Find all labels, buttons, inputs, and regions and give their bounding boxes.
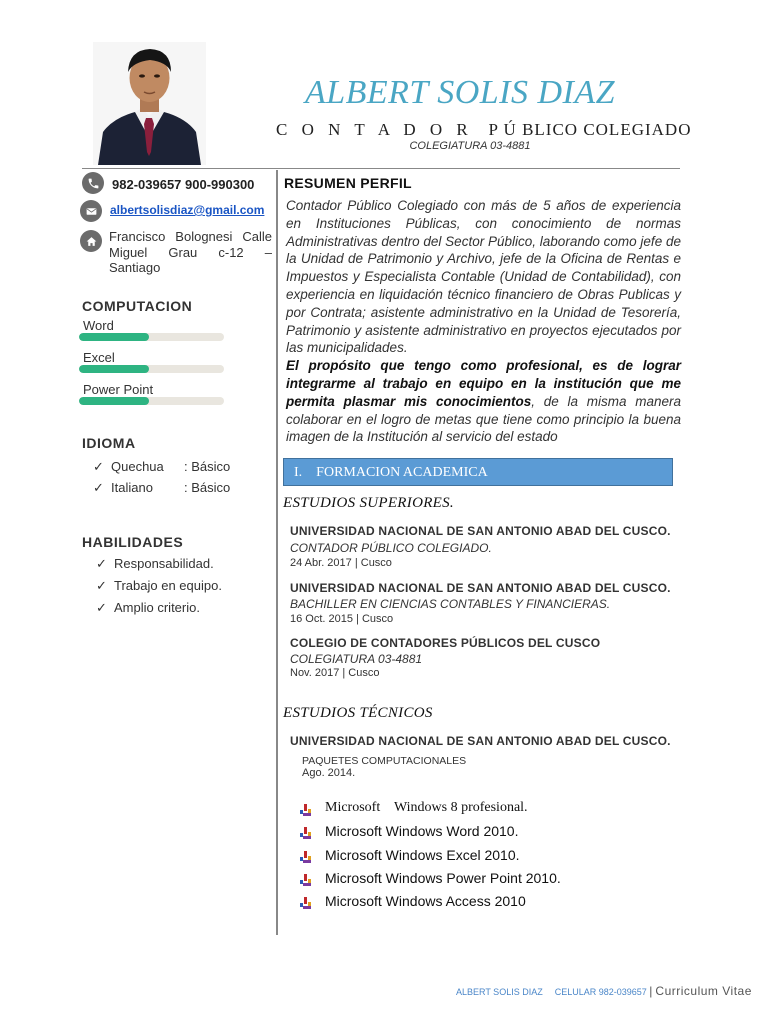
check-icon: ✓ xyxy=(96,556,107,571)
idioma-title: IDIOMA xyxy=(82,435,136,451)
footer-phone: CELULAR 982-039657 xyxy=(554,987,647,997)
institution-name: COLEGIO DE CONTADORES PÚBLICOS DEL CUSCO xyxy=(290,636,601,650)
footer xyxy=(456,984,752,998)
degree-name: BACHILLER EN CIENCIAS CONTABLES Y FINANCIERAS. xyxy=(290,597,611,611)
tecnicos-title: ESTUDIOS TÉCNICOS xyxy=(283,705,433,721)
degree-date: 24 Abr. 2017 | Cusco xyxy=(290,557,392,569)
software-name: Microsoft Windows 8 profesional. xyxy=(325,800,528,815)
formacion-title: FORMACION ACADEMICA xyxy=(316,465,488,480)
skill-item xyxy=(96,556,214,572)
skill-text: Responsabilidad. xyxy=(114,556,214,571)
course-date: Ago. 2014. xyxy=(302,767,356,779)
home-icon xyxy=(80,230,102,252)
check-icon: ✓ xyxy=(96,600,107,615)
skill-bar-fill xyxy=(79,365,149,373)
skill-bar-fill xyxy=(79,397,149,405)
degree-name: CONTADOR PÚBLICO COLEGIADO. xyxy=(290,541,492,555)
footer-cv-label: Curriculum Vitae xyxy=(655,984,752,998)
colegiatura-number: COLEGIATURA 03-4881 xyxy=(409,140,531,152)
title-part1: C O N T A D O R xyxy=(276,120,473,139)
degree-name: COLEGIATURA 03-4881 xyxy=(290,652,423,666)
footer-name: ALBERT SOLIS DIAZ xyxy=(456,987,543,997)
resumen-body xyxy=(286,197,681,446)
formacion-banner xyxy=(283,458,673,486)
skill-item xyxy=(96,578,222,594)
degree-date: Nov. 2017 | Cusco xyxy=(290,667,380,679)
language-name: Italiano xyxy=(111,480,153,495)
resumen-purpose xyxy=(286,357,681,446)
skill-label: Excel xyxy=(83,350,115,365)
resumen-title: RESUMEN PERFIL xyxy=(284,175,412,191)
email-icon xyxy=(80,200,102,222)
arrow-bullet-icon xyxy=(300,803,312,815)
skill-bar-fill xyxy=(79,333,149,341)
check-icon: ✓ xyxy=(96,578,107,593)
footer-separator: | xyxy=(649,984,653,998)
skill-item xyxy=(96,600,200,616)
candidate-name: ALBERT SOLIS DIAZ xyxy=(304,74,616,111)
course-name: PAQUETES COMPUTACIONALES xyxy=(302,755,467,767)
degree-date: 16 Oct. 2015 | Cusco xyxy=(290,613,394,625)
language-item xyxy=(93,480,230,496)
skill-bar-track xyxy=(79,365,224,373)
superiores-title: ESTUDIOS SUPERIORES. xyxy=(283,495,454,511)
title-part2: P Ú BLICO COLEGIADO xyxy=(488,120,692,139)
header-divider xyxy=(82,168,680,169)
check-icon: ✓ xyxy=(93,459,104,474)
phone-numbers: 982-039657 900-990300 xyxy=(112,177,255,192)
institution-name: UNIVERSIDAD NACIONAL DE SAN ANTONIO ABAD DEL CUSCO. xyxy=(290,734,671,748)
computacion-title: COMPUTACION xyxy=(82,298,193,314)
language-level: : Básico xyxy=(184,459,231,474)
resumen-paragraph: Contador Público Colegiado con más de 5 años de experiencia en Instituciones Públicas, con conocimiento de normas Administrativas dentro del Sector Público, laborando como jefe de la Unidad de Patrimonio y Archivo, jefe de la Oficina de Rentas e Impuestos y Especialista Contable (Unidad de Contabilidad), con experiencia en liquidación técnico financiero de Obras Publicas y por Contrata; asistente administrativo en la Unidad de Tesorería, Patrimonio y asistente administrativo en proyectos ejecutados por las municipalidades. xyxy=(286,198,681,356)
skill-text: Trabajo en equipo. xyxy=(114,578,222,593)
skill-label: Power Point xyxy=(83,382,154,397)
language-item xyxy=(93,459,230,475)
language-name: Quechua xyxy=(111,459,164,474)
software-name: Microsoft Windows Excel 2010. xyxy=(325,846,520,863)
institution-name: UNIVERSIDAD NACIONAL DE SAN ANTONIO ABAD DEL CUSCO. xyxy=(290,581,671,595)
skill-label: Word xyxy=(83,318,114,333)
software-name: Microsoft Windows Power Point 2010. xyxy=(325,869,561,886)
check-icon: ✓ xyxy=(93,480,104,495)
email-link[interactable]: albertsolisdiaz@gmail.com xyxy=(110,203,265,217)
purpose-rest: , de la misma manera colaborar en el logro de metas que tiene como principio la buena imagen de la Institución al servicio del estado xyxy=(286,393,681,445)
arrow-bullet-icon xyxy=(300,896,312,908)
address: Francisco Bolognesi Calle Miguel Grau c-12 – Santiago xyxy=(109,229,272,275)
profile-photo xyxy=(93,42,206,165)
software-name: Microsoft Windows Access 2010 xyxy=(325,893,526,910)
language-level: : Básico xyxy=(184,480,231,495)
arrow-bullet-icon xyxy=(300,826,312,838)
purpose-bold: El propósito que tengo como profesional, es de lograr integrarme al trabajo en equipo en la institución que me permita plasmar mis conocimientos xyxy=(286,358,681,409)
professional-title xyxy=(276,120,692,140)
institution-name: UNIVERSIDAD NACIONAL DE SAN ANTONIO ABAD DEL CUSCO. xyxy=(290,524,671,538)
phone-icon xyxy=(82,172,104,194)
skill-bar-track xyxy=(79,397,224,405)
skill-bar-track xyxy=(79,333,224,341)
column-divider xyxy=(276,170,278,935)
habilidades-title: HABILIDADES xyxy=(82,534,184,550)
arrow-bullet-icon xyxy=(300,850,312,862)
software-name: Microsoft Windows Word 2010. xyxy=(325,823,519,840)
arrow-bullet-icon xyxy=(300,873,312,885)
skill-text: Amplio criterio. xyxy=(114,600,200,615)
section-number: I. xyxy=(294,465,303,480)
